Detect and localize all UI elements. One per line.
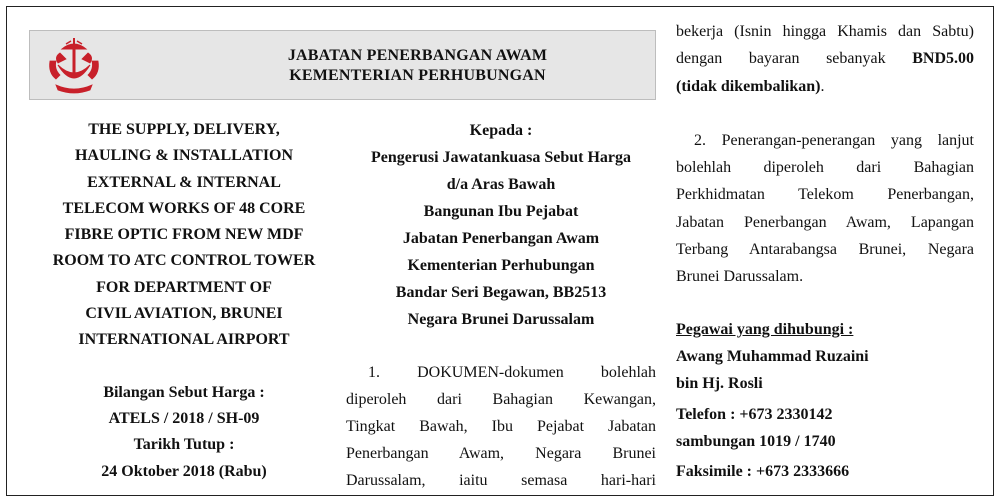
recipient-line: Bangunan Ibu Pejabat (423, 203, 579, 220)
paragraph-line: 1. DOKUMEN-dokumen bolehlah (368, 364, 656, 381)
fee-amount: BND5.00 (912, 50, 975, 68)
paragraph-line: Tingkat Bawah, Ibu Pejabat Jabatan (346, 418, 656, 435)
paragraph-line: diperoleh dari Bahagian Kewangan, (346, 391, 656, 408)
recipient-line: Kementerian Perhubungan (407, 257, 595, 274)
details-column (676, 18, 974, 485)
contact-name: Awang Muhammad Ruzaini (676, 347, 869, 365)
sentence-end: . (820, 77, 825, 95)
recipient-line: Negara Brunei Darussalam (407, 311, 595, 328)
recipient-line: Bandar Seri Begawan, BB2513 (395, 284, 607, 301)
recipient-column (346, 117, 656, 494)
tender-title-line: TELECOM WORKS OF 48 CORE (62, 199, 306, 217)
contact-name-2: bin Hj. Rosli (676, 375, 763, 393)
contact-extension: sambungan 1019 / 1740 (676, 432, 836, 450)
paragraph-line: bekerja (Isnin hingga Khamis dan Sabtu) (676, 23, 974, 40)
paragraph-line (676, 73, 974, 100)
closing-date-label: Tarikh Tutup : (133, 436, 235, 454)
paragraph-line: bolehlah diperoleh dari Bahagian (676, 159, 974, 177)
tender-title-line: INTERNATIONAL AIRPORT (78, 331, 290, 349)
paragraph-line: Penerbangan Awam, Negara Brunei (346, 445, 656, 462)
quotation-number-value: ATELS / 2018 / SH-09 (108, 409, 260, 427)
non-refundable-note: (tidak dikembalikan) (676, 77, 821, 95)
quotation-number-label: Bilangan Sebut Harga : (103, 383, 265, 401)
paragraph-line (676, 45, 974, 72)
recipient-line: d/a Aras Bawah (446, 176, 556, 193)
contact-heading: Pegawai yang dihubungi : (676, 320, 854, 338)
tender-title-line: CIVIL AVIATION, BRUNEI (85, 305, 283, 323)
tender-title-line: THE SUPPLY, DELIVERY, (88, 121, 280, 138)
tender-title-line: FIBRE OPTIC FROM NEW MDF (64, 226, 304, 244)
header-line-2: KEMENTERIAN PERHUBUNGAN (289, 67, 546, 84)
header-band (29, 30, 656, 100)
paragraph-1-continued (676, 18, 974, 100)
tender-title-line: FOR DEPARTMENT OF (96, 278, 272, 296)
paragraph-line: Terbang Antarabangsa Brunei, Negara (676, 241, 974, 259)
paragraph-line: Darussalam, iaitu semasa hari-hari (346, 472, 656, 489)
tender-title-line: EXTERNAL & INTERNAL (87, 173, 281, 191)
paragraph-1 (346, 359, 656, 494)
tender-title-line: ROOM TO ATC CONTROL TOWER (52, 252, 316, 270)
closing-date-value: 24 Oktober 2018 (Rabu) (101, 462, 267, 480)
recipient-block (346, 117, 656, 333)
paragraph-line: Perkhidmatan Telekom Penerbangan, (676, 186, 974, 204)
recipient-line: Kepada : (469, 122, 533, 139)
contact-fax: Faksimile : +673 2333666 (676, 463, 850, 481)
contact-phone: Telefon : +673 2330142 (676, 405, 833, 423)
brunei-crest-icon (44, 35, 104, 95)
fee-text: dengan bayaran sebanyak (676, 50, 886, 68)
paragraph-line: Brunei Darussalam. (676, 268, 804, 286)
contact-block (676, 316, 974, 486)
header-line-1: JABATAN PENERBANGAN AWAM (287, 47, 548, 64)
recipient-line: Jabatan Penerbangan Awam (402, 230, 600, 247)
paragraph-line: 2. Penerangan-penerangan yang lanjut (694, 131, 974, 149)
paragraph-2 (676, 127, 974, 291)
tender-title-line: HAULING & INSTALLATION (74, 147, 294, 165)
tender-title-column (18, 117, 350, 485)
paragraph-line: Jabatan Penerbangan Awam, Lapangan (676, 213, 974, 231)
header-title (180, 46, 655, 86)
recipient-line: Pengerusi Jawatankuasa Sebut Harga (370, 149, 632, 166)
